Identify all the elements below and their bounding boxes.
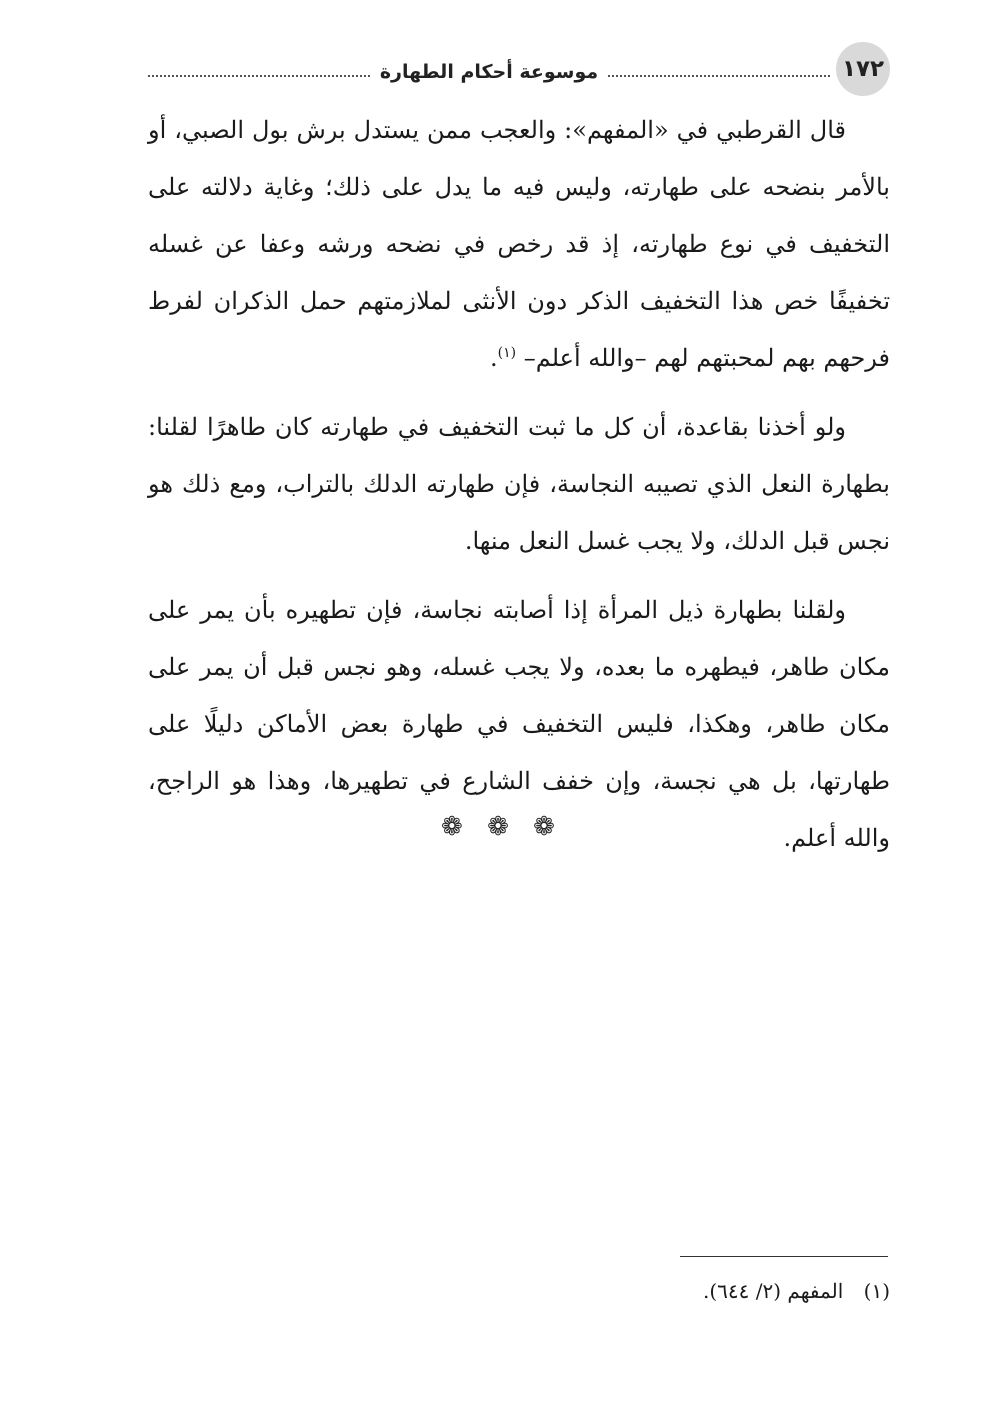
page-number-badge xyxy=(836,42,890,96)
leader-dots-left xyxy=(148,75,370,77)
page-number: ١٧٢ xyxy=(841,56,885,82)
page-header xyxy=(148,42,890,98)
footnote-reference[interactable]: (١) xyxy=(497,345,517,361)
running-title-text: موسوعة أحكام الطهارة xyxy=(379,61,599,83)
paragraph-1-text: قال القرطبي في «المفهم»: والعجب ممن يستدل برش بول الصبي، أو بالأمر بنضحه على طهارته، وليس فيه ما يدل على ذلك؛ وغاية دلالته على التخفيف في نوع طهارته، إذ قد رخص في نضحه ورشه وعفا عن غسله تخفيفًا خص هذا التخفيف الذكر دون الأنثى لملازمتهم حمل الذكران لفرط فرحهم بهم لمحبتهم لهم –والله أعلم– xyxy=(148,116,890,372)
footnote-number: (١) xyxy=(863,1279,890,1303)
section-end-ornament: ❁ ❁ ❁ xyxy=(441,812,563,842)
footnote xyxy=(148,1274,890,1308)
running-title xyxy=(148,58,830,86)
footnote-text: المفهم (٢/ ٦٤٤). xyxy=(702,1279,844,1303)
paragraph-1-end: . xyxy=(489,344,498,372)
paragraph-1 xyxy=(148,102,890,387)
main-text xyxy=(148,102,890,879)
paragraph-2: ولو أخذنا بقاعدة، أن كل ما ثبت التخفيف في طهارته كان طاهرًا لقلنا: بطهارة النعل الذي تصيبه النجاسة، فإن طهارته الدلك بالتراب، ومع ذلك هو نجس قبل الدلك، ولا يجب غسل النعل منها. xyxy=(148,413,890,555)
leader-dots-right xyxy=(608,75,830,77)
footnote-separator xyxy=(680,1256,888,1257)
paragraph-3: ولقلنا بطهارة ذيل المرأة إذا أصابته نجاسة، فإن تطهيره بأن يمر على مكان طاهر، فيطهره ما بعده، ولا يجب غسله، وهو نجس قبل أن يمر على مكان طاهر، وهكذا، فليس التخفيف في طهارة بعض الأماكن دليلًا على طهارتها، بل هي نجسة، وإن خفف الشارع في تطهيرها، وهذا هو الراجح، والله أعلم. xyxy=(148,596,890,852)
